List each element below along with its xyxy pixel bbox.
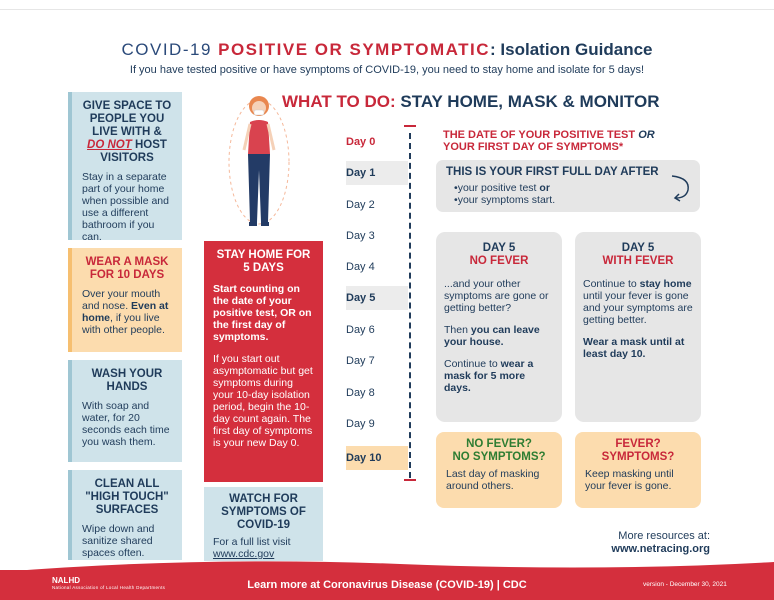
day5-no-fever-p2 (444, 324, 554, 348)
day5-with-fever-p1a: Continue to (583, 278, 640, 290)
shirt (248, 120, 270, 154)
give-space-heading (82, 100, 172, 165)
title-prefix: COVID-19 (121, 40, 219, 59)
stay-home-card (204, 241, 323, 482)
day5-no-fever-subtitle: NO FEVER (469, 255, 529, 267)
axis-top-cap (404, 125, 416, 127)
day10-no-fever-text: Last day of masking around others. (446, 468, 540, 492)
day-label-0: Day 0 (346, 136, 376, 148)
face-mask (254, 110, 264, 115)
first-full-day-box (436, 160, 700, 212)
day-label-10: Day 10 (346, 452, 382, 464)
day5-with-fever-title: DAY 5 (621, 242, 655, 254)
axis-bottom-cap (404, 479, 416, 481)
wear-mask-card (72, 248, 182, 352)
day10-fever-heading-1: FEVER? (615, 438, 661, 450)
day5-with-fever-p2 (583, 336, 693, 360)
first-full-day-item-2: • your symptoms start. (454, 194, 690, 206)
title-suffix: : Isolation Guidance (490, 40, 653, 59)
clean-surfaces-card (72, 470, 182, 560)
title-highlight: POSITIVE OR SYMPTOMATIC (218, 40, 491, 59)
day5-with-fever-p1c: until your fever is gone and your symptoms are getting better. (583, 290, 693, 326)
give-space-heading-donot: DO NOT (87, 139, 132, 151)
first-full-day-heading: THIS IS YOUR FIRST FULL DAY AFTER (446, 166, 659, 178)
day10-no-fever-heading (446, 438, 552, 464)
day10-fever-text: Keep masking until your fever is gone. (585, 468, 674, 492)
give-space-card (72, 92, 182, 243)
more-resources (560, 530, 710, 556)
wash-hands-heading: WASH YOUR HANDS (91, 368, 163, 393)
day10-no-fever-box (436, 432, 562, 508)
what-to-do-label: WHAT TO DO: (282, 92, 396, 111)
day5-no-fever-p2a: Then (444, 324, 471, 336)
day5-with-fever-p1 (583, 278, 693, 326)
day5-with-fever-p1b: stay home (639, 278, 692, 290)
version-note: version - December 30, 2021 (643, 581, 727, 588)
day-label-7: Day 7 (346, 355, 375, 367)
clean-surfaces-heading: CLEAN ALL "HIGH TOUCH" SURFACES (85, 478, 169, 516)
day5-no-fever-p3a: Continue to (444, 358, 501, 370)
what-to-do-text: STAY HOME, MASK & MONITOR (400, 92, 660, 111)
day-label-3: Day 3 (346, 230, 375, 242)
day5-no-fever-p1: ...and your other symptoms are gone or getting better? (444, 278, 549, 314)
day-label-6: Day 6 (346, 324, 375, 336)
day-label-2: Day 2 (346, 199, 375, 211)
left-shoe (249, 222, 257, 226)
learn-more-link[interactable]: Learn more at Coronavirus Disease (COVID-19) | CDC (247, 579, 527, 591)
day-label-4: Day 4 (346, 261, 375, 273)
wear-mask-body-2: Even at home (82, 300, 169, 324)
give-space-heading-part1: GIVE SPACE TO PEOPLE YOU LIVE WITH & (82, 100, 172, 138)
stay-home-heading: STAY HOME FOR 5 DAYS (216, 249, 311, 274)
nalhd-logo-subtext: National Association of Local Health Departments (52, 585, 166, 590)
day5-no-fever-title: DAY 5 (482, 242, 516, 254)
watch-symptoms-card (204, 487, 323, 561)
first-full-day-list (446, 182, 690, 206)
wear-mask-heading: WEAR A MASK FOR 10 DAYS (85, 256, 169, 281)
day-timeline-axis (409, 133, 411, 478)
day5-with-fever-subtitle: WITH FEVER (602, 255, 674, 267)
day5-no-fever-box (436, 232, 562, 422)
day-zero-note-or: OR (638, 129, 655, 141)
what-to-do-heading (282, 92, 660, 112)
first-full-day-item-1-text: your positive test (457, 182, 537, 194)
pants (248, 154, 270, 222)
day10-fever-heading (585, 438, 691, 464)
day-label-5: Day 5 (346, 292, 376, 304)
day10-fever-box (575, 432, 701, 508)
nalhd-logo-text: NALHD (52, 576, 80, 585)
right-shoe (261, 222, 269, 226)
watch-symptoms-heading: WATCH FOR SYMPTOMS OF COVID-19 (221, 493, 306, 531)
footer-bar (0, 570, 774, 600)
day5-with-fever-p2-text: Wear a mask until at least day 10. (583, 336, 685, 360)
first-full-day-item-1-or: or (539, 182, 550, 194)
curved-arrow-icon (670, 172, 692, 202)
day10-fever-heading-2: SYMPTOMS? (601, 451, 675, 463)
day-label-8: Day 8 (346, 387, 375, 399)
stay-home-bold-text: Start counting on the date of your positive test, OR on the first day of symptoms. (213, 283, 312, 343)
day5-no-fever-p2b: you can leave your house. (444, 324, 540, 348)
give-space-heading-part3: HOST VISITORS (100, 139, 167, 164)
first-full-day-item-1 (454, 182, 690, 194)
day10-no-fever-heading-2: NO SYMPTOMS? (452, 451, 546, 463)
day5-no-fever-heading (444, 242, 554, 268)
wash-hands-body: With soap and water, for 20 seconds each time you wash them. (82, 400, 170, 448)
give-space-body: Stay in a separate part of your home when possible and use a different bathroom if you can. (82, 171, 169, 243)
more-resources-label: More resources at: (618, 530, 710, 542)
day-zero-note-2: YOUR FIRST DAY OF SYMPTOMS* (443, 141, 624, 153)
masked-person-illustration (226, 92, 292, 242)
day5-no-fever-p3b: wear a mask for 5 more days. (444, 358, 534, 394)
day10-no-fever-heading-1: NO FEVER? (466, 438, 532, 450)
page-subtitle: If you have tested positive or have symptoms of COVID-19, you need to stay home and isolate for 5 days! (129, 64, 645, 76)
day-label-9: Day 9 (346, 418, 375, 430)
wear-mask-body-3: , if you live with other people. (82, 312, 165, 336)
day5-with-fever-box (575, 232, 701, 422)
day-zero-note-1: THE DATE OF YOUR POSITIVE TEST (443, 129, 636, 141)
day-label-1: Day 1 (346, 167, 376, 179)
watch-symptoms-visit: For a full list visit (213, 536, 291, 548)
day5-with-fever-heading (583, 242, 693, 268)
page-title (0, 40, 774, 60)
wear-mask-body-1: Over your mouth and nose. (82, 288, 161, 312)
top-rule (0, 0, 774, 10)
day-zero-note (443, 129, 655, 153)
clean-surfaces-body: Wipe down and sanitize shared spaces often. (82, 523, 155, 559)
wear-mask-body (82, 288, 172, 336)
cdc-link[interactable]: www.cdc.gov (213, 548, 275, 560)
day5-no-fever-p3 (444, 358, 554, 394)
wash-hands-card (72, 360, 182, 462)
stay-home-text: If you start out asymptomatic but get symptoms during your 10-day isolation period, begin the 10-day count again. The first day of symptoms is your new Day 0. (213, 353, 313, 449)
netracing-link[interactable]: www.netracing.org (611, 543, 710, 555)
